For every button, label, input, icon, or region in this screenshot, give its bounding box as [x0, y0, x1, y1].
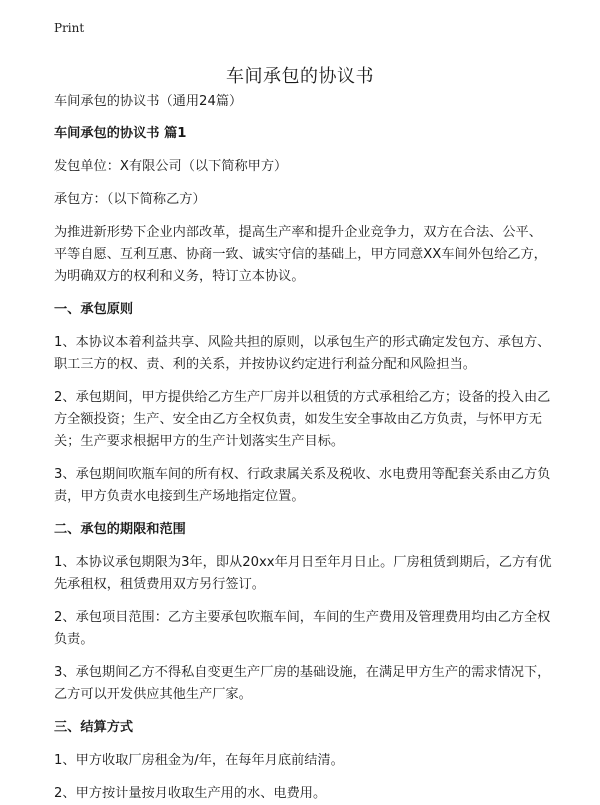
print-label[interactable]: Print — [54, 21, 85, 35]
party-a-line: 发包单位：X有限公司（以下简称甲方） — [54, 159, 288, 174]
principle-paragraph-1: 1、本协议本着利益共享、风险共担的原则，以承包生产的形式确定发包方、承包方、职工三方的权、责、利的关系，并按协议约定进行利益分配和风险担当。 — [54, 335, 551, 372]
term-paragraph-3: 3、承包期间乙方不得私自变更生产厂房的基础设施，在满足甲方生产的需求情况下，乙方可以开发供应其他生产厂家。 — [54, 665, 551, 702]
settlement-paragraph-1: 1、甲方收取厂房租金为/年，在每年月底前结清。 — [54, 753, 344, 768]
term-paragraph-1: 1、本协议承包期限为3年，即从20xx年月日至年月日止。厂房租赁到期后，乙方有优先承租权，租赁费用双方另行签订。 — [54, 555, 552, 592]
principle-paragraph-3: 3、承包期间吹瓶车间的所有权、行政隶属关系及税收、水电费用等配套关系由乙方负责，甲方负责水电接到生产场地指定位置。 — [54, 467, 551, 504]
document-subtitle: 车间承包的协议书（通用24篇） — [54, 94, 243, 109]
heading-term-scope: 二、承包的期限和范围 — [54, 522, 186, 537]
term-paragraph-2: 2、承包项目范围：乙方主要承包吹瓶车间，车间的生产费用及管理费用均由乙方全权负责。 — [54, 610, 551, 647]
heading-principles: 一、承包原则 — [54, 302, 134, 317]
principle-paragraph-2: 2、承包期间，甲方提供给乙方生产厂房并以租赁的方式承租给乙方；设备的投入由乙方全额投资；生产、安全由乙方全权负责，如发生安全事故由乙方负责，与怀甲方无关；生产要求根据甲方的生产计划落实生产目标。 — [54, 390, 551, 449]
section-title: 车间承包的协议书 篇1 — [54, 126, 187, 141]
document-body — [54, 89, 554, 805]
settlement-paragraph-2: 2、甲方按计量按月收取生产用的水、电费用。 — [54, 786, 327, 801]
party-b-line: 承包方：（以下简称乙方） — [54, 192, 206, 207]
document-title: 车间承包的协议书 — [226, 66, 374, 88]
heading-settlement: 三、结算方式 — [54, 720, 134, 735]
intro-paragraph: 为推进新形势下企业内部改革，提高生产率和提升企业竞争力，双方在合法、公平、平等自愿、互利互惠、协商一致、诚实守信的基础上，甲方同意XX车间外包给乙方，为明确双方的权利和义务，特订立本协议。 — [54, 225, 547, 284]
